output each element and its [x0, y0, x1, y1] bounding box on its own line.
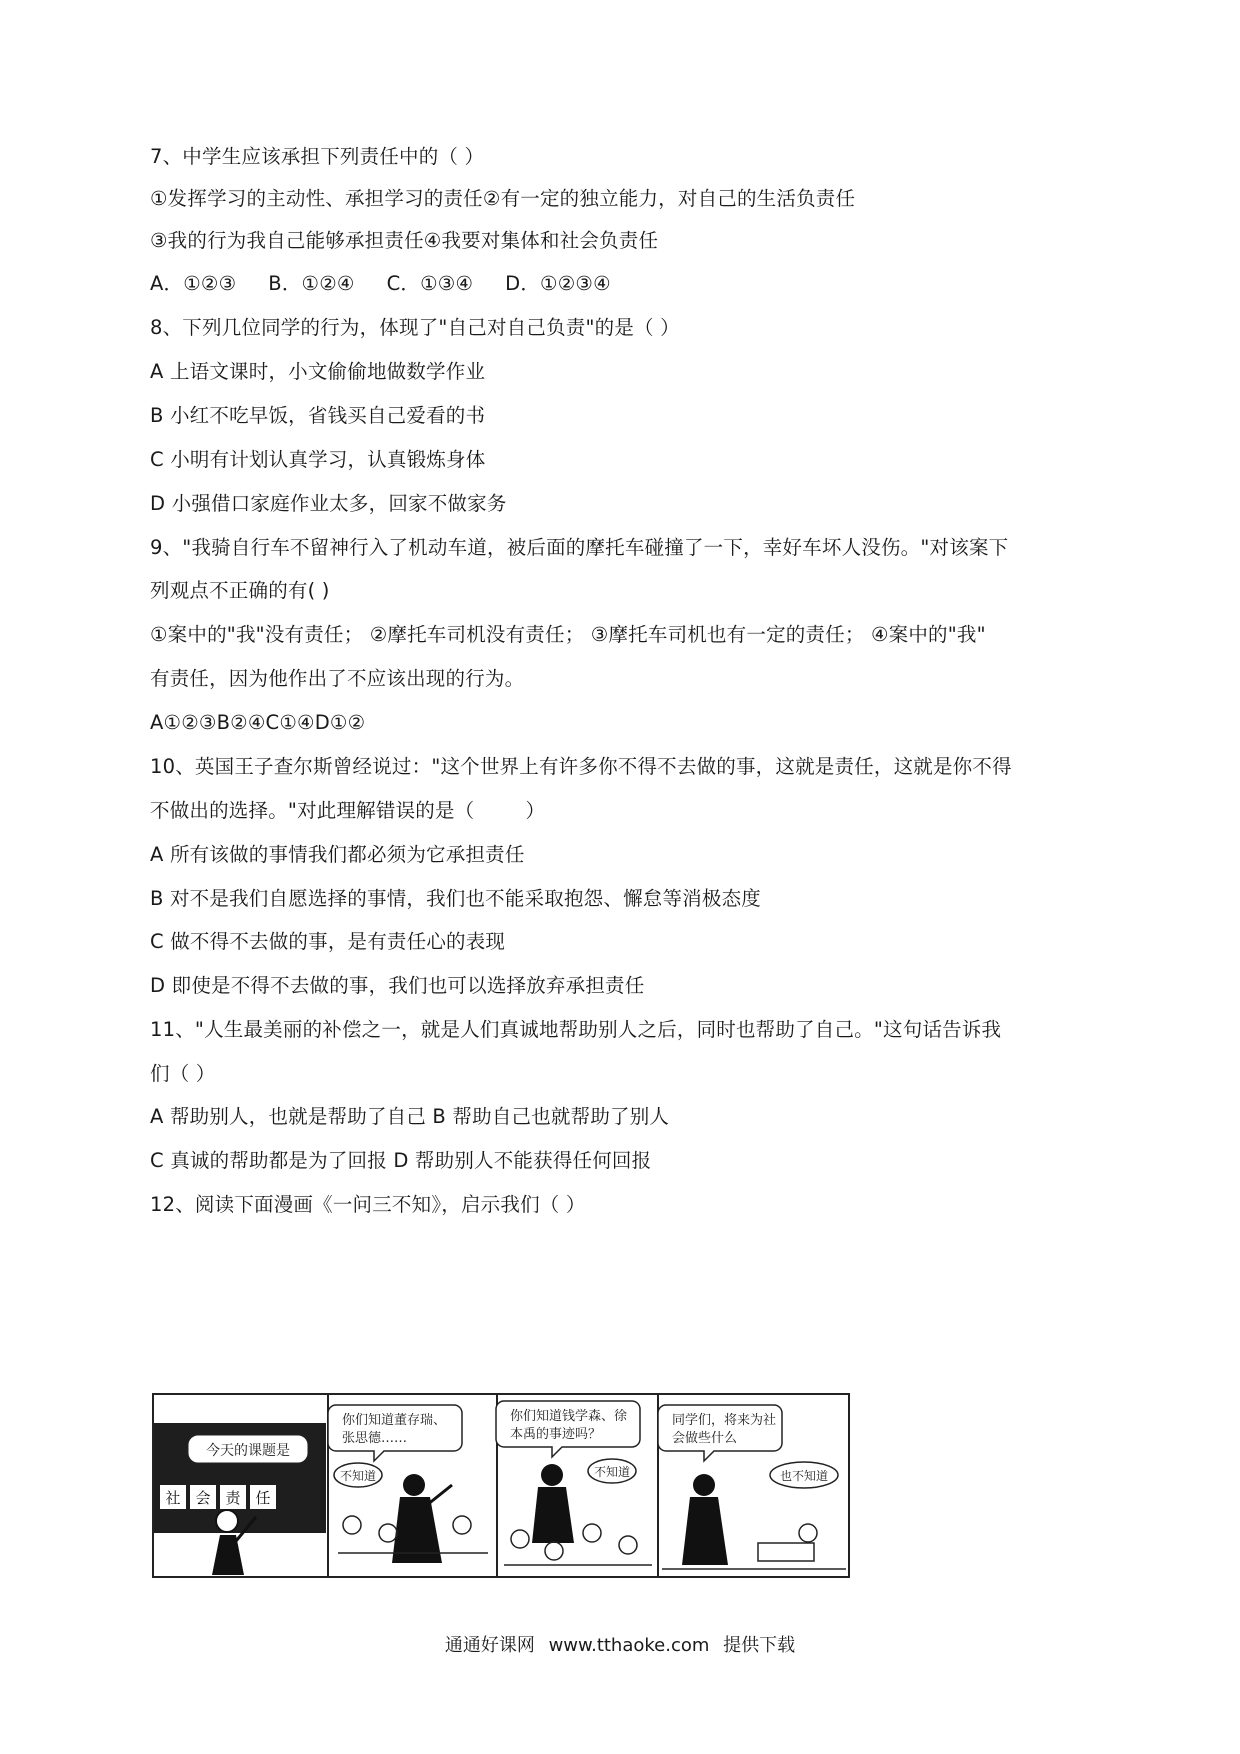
board-char-4: 任 [255, 1489, 271, 1507]
panel4-bubble-line2: 会做些什么 [672, 1431, 738, 1446]
q9-stem-1: 9、"我骑自行车不留神行入了机动车道，被后面的摩托车碰撞了一下，幸好车坏人没伤。"对该案下 [150, 536, 1009, 559]
q8-stem: 8、下列几位同学的行为，体现了"自己对自己负责"的是（ ） [150, 316, 680, 339]
footer-url: www.tthaoke.com [548, 1635, 710, 1656]
panel3-reply: 不知道 [593, 1465, 631, 1479]
q8-option-b: B 小红不吃早饭，省钱买自己爱看的书 [150, 404, 486, 427]
q11-options-ab: A 帮助别人，也就是帮助了自己 B 帮助自己也就帮助了别人 [150, 1105, 670, 1128]
q10-option-b: B 对不是我们自愿选择的事情，我们也不能采取抱怨、懈怠等消极态度 [150, 887, 761, 910]
footer-site-name: 通通好课网 [444, 1635, 535, 1656]
q8-option-a: A 上语文课时，小文偷偷地做数学作业 [150, 360, 486, 383]
comic-strip-image [152, 1393, 850, 1578]
q10-option-a: A 所有该做的事情我们都必须为它承担责任 [150, 843, 525, 866]
q7-options: A．①②③ B．①②④ C．①③④ D．①②③④ [150, 272, 611, 295]
board-char-2: 会 [195, 1489, 211, 1507]
page-footer [0, 1633, 1240, 1659]
panel2-bubble-line1: 你们知道董存瑞、 [342, 1413, 447, 1428]
q8-option-d: D 小强借口家庭作业太多，回家不做家务 [150, 492, 507, 515]
q7-statement-2: ③我的行为我自己能够承担责任④我要对集体和社会负责任 [150, 229, 659, 252]
panel1-bubble-text: 今天的课题是 [206, 1443, 290, 1459]
q9-options: A①②③B②④C①④D①② [150, 711, 366, 734]
board-char-1: 社 [165, 1489, 181, 1507]
q10-option-c: C 做不得不去做的事，是有责任心的表现 [150, 930, 506, 953]
q9-stem-2: 列观点不正确的有( ) [150, 579, 330, 602]
panel3-bubble-line2: 本禹的事迹吗？ [510, 1427, 602, 1442]
q11-stem-2: 们（ ） [150, 1062, 216, 1085]
q7-stem: 7、中学生应该承担下列责任中的（ ） [150, 145, 485, 168]
panel4-reply: 也不知道 [779, 1469, 829, 1483]
footer-suffix: 提供下载 [723, 1635, 796, 1656]
q9-statements-2: 有责任，因为他作出了不应该出现的行为。 [150, 667, 525, 690]
q11-stem-1: 11、"人生最美丽的补偿之一，就是人们真诚地帮助别人之后，同时也帮助了自己。"这句话告诉我 [150, 1018, 1002, 1041]
q10-option-d: D 即使是不得不去做的事，我们也可以选择放弃承担责任 [150, 974, 645, 997]
q8-option-c: C 小明有计划认真学习，认真锻炼身体 [150, 448, 486, 471]
q10-stem-2: 不做出的选择。"对此理解错误的是（ ） [150, 799, 546, 822]
panel3-bubble-line1: 你们知道钱学森、徐 [510, 1409, 628, 1424]
panel2-reply: 不知道 [339, 1469, 377, 1483]
panel2-bubble-line2: 张思德…… [342, 1431, 408, 1446]
q7-statement-1: ①发挥学习的主动性、承担学习的责任②有一定的独立能力，对自己的生活负责任 [150, 187, 856, 210]
q12-stem: 12、阅读下面漫画《一问三不知》，启示我们（ ） [150, 1193, 586, 1216]
panel4-bubble-line1: 同学们，将来为社 [672, 1413, 777, 1428]
q9-statements-1: ①案中的"我"没有责任； ②摩托车司机没有责任； ③摩托车司机也有一定的责任； ④案中的"我" [150, 623, 986, 646]
board-char-3: 责 [225, 1489, 241, 1507]
q11-options-cd: C 真诚的帮助都是为了回报 D 帮助别人不能获得任何回报 [150, 1149, 652, 1172]
q10-stem-1: 10、英国王子查尔斯曾经说过："这个世界上有许多你不得不去做的事，这就是责任，这就是你不得 [150, 755, 1012, 778]
